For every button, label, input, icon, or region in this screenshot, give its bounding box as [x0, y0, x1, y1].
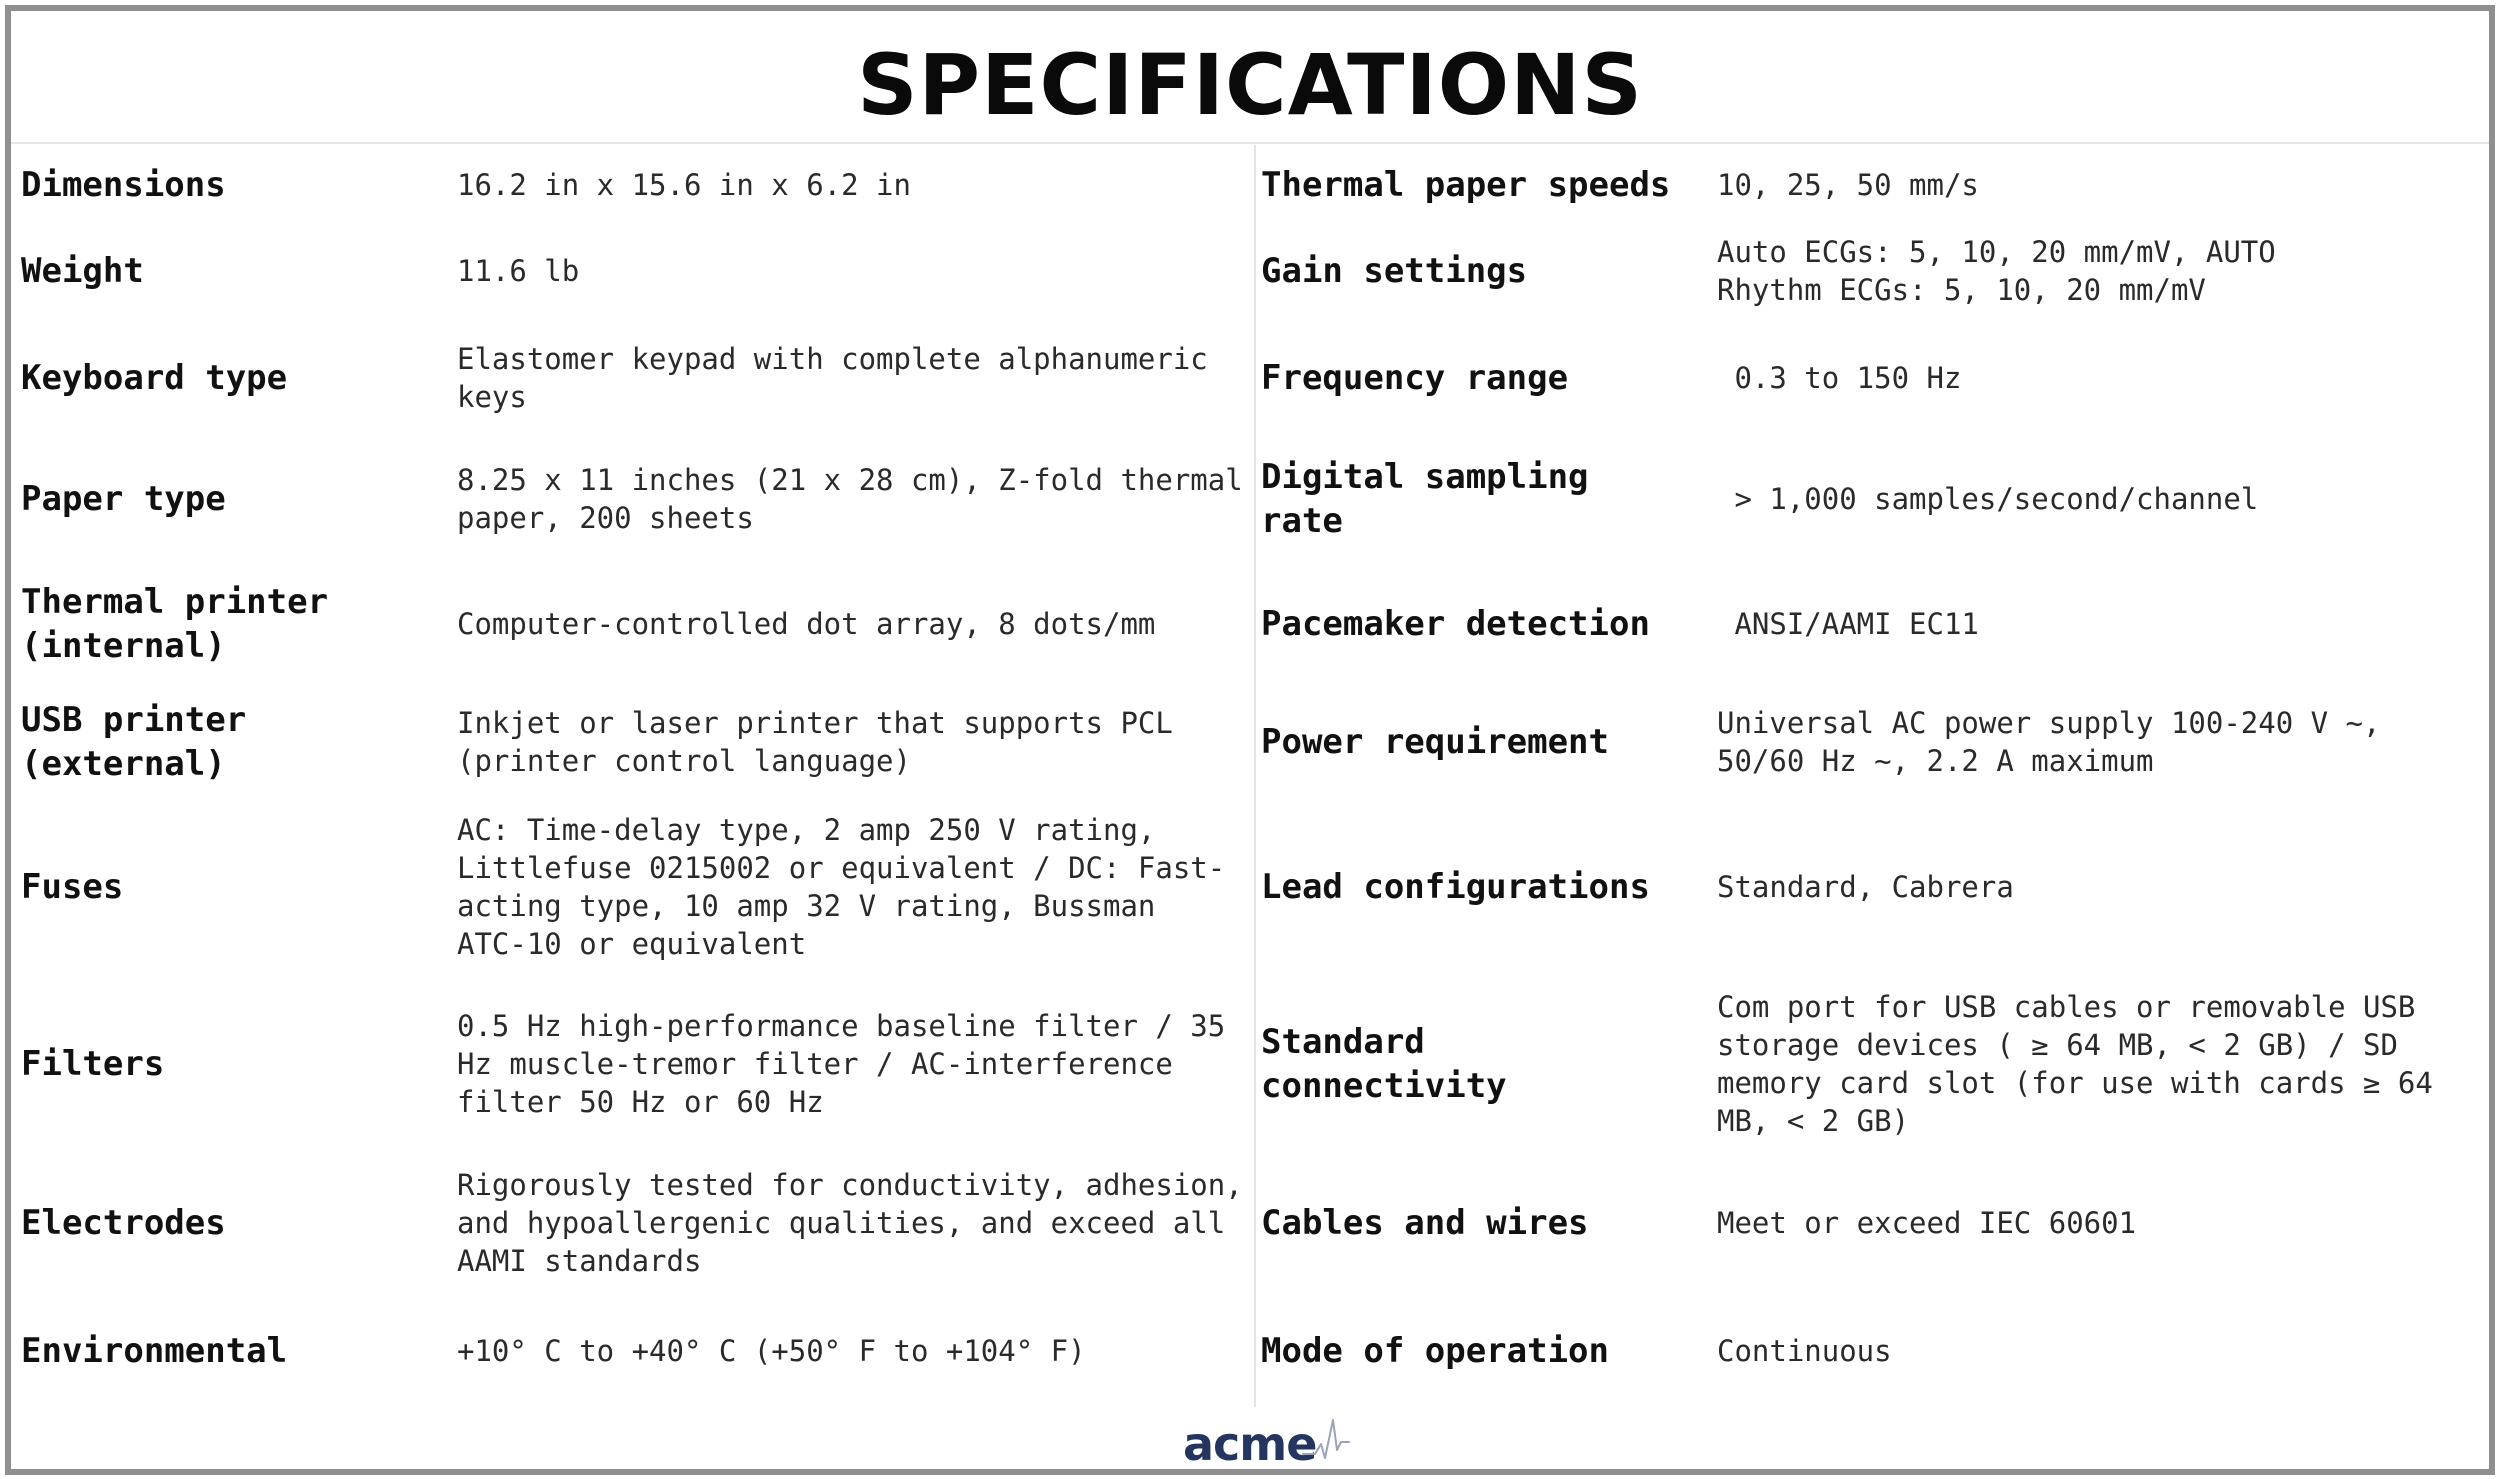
spec-label-lead-configurations: Lead configurations — [1261, 867, 1650, 907]
spec-row — [1261, 689, 2491, 794]
spec-value-frequency-range: 0.3 to 150 Hz — [1717, 361, 1962, 395]
spec-value-cables-and-wires: Meet or exceed IEC 60601 — [1717, 1206, 2137, 1240]
spec-value-filters: 0.5 Hz high-performance baseline filter / 35 Hz muscle-tremor filter / AC-interference filter 50 Hz or 60 Hz — [457, 1009, 1226, 1119]
spec-value-paper-type: 8.25 x 11 inches (21 x 28 cm), Z-fold thermal paper, 200 sheets — [457, 463, 1243, 535]
spec-label-digital-sampling-rate: Digital sampling rate — [1261, 457, 1589, 541]
spec-label-standard-connectivity: Standard connectivity — [1261, 1022, 1507, 1106]
spec-label-weight: Weight — [21, 251, 144, 291]
spec-label-cables-and-wires: Cables and wires — [1261, 1203, 1589, 1243]
spec-row — [1261, 980, 2491, 1148]
logo-wordmark: acme — [1183, 1417, 1317, 1471]
spec-label-pacemaker-detection: Pacemaker detection — [1261, 604, 1650, 644]
spec-row — [21, 439, 1246, 559]
spec-value-weight: 11.6 lb — [457, 254, 580, 288]
spec-label-frequency-range: Frequency range — [1261, 358, 1569, 398]
spec-label-environmental: Environmental — [21, 1330, 288, 1371]
spec-value-standard-connectivity: Com port for USB cables or removable USB storage devices ( ≥ 64 MB, < 2 GB) / SD memory card slot (for use with cards ≥ 64 MB, < 2 GB) — [1717, 990, 2433, 1138]
spec-row — [1261, 1298, 2491, 1403]
spec-label-filters: Filters — [21, 1044, 165, 1084]
spec-value-mode-of-operation: Continuous — [1717, 1333, 1892, 1368]
spec-row — [1261, 225, 2491, 317]
spec-sheet — [5, 5, 2495, 1475]
spec-value-thermal-paper-speeds: 10, 25, 50 mm/s — [1717, 168, 1979, 202]
spec-row — [1261, 145, 2491, 225]
spec-label-gain-settings: Gain settings — [1261, 251, 1528, 291]
spec-row — [21, 689, 1246, 794]
spec-label-power-requirement: Power requirement — [1261, 721, 1609, 762]
spec-value-gain-settings: Auto ECGs: 5, 10, 20 mm/mV, AUTO Rhythm ECGs: 5, 10, 20 mm/mV — [1717, 235, 2276, 307]
spec-value-environmental: +10° C to +40° C (+50° F to +104° F) — [457, 1333, 1086, 1368]
spec-value-keyboard-type: Elastomer keypad with complete alphanumeric keys — [457, 342, 1208, 414]
spec-label-dimensions: Dimensions — [21, 165, 226, 205]
spec-value-lead-configurations: Standard, Cabrera — [1717, 870, 2014, 904]
spec-value-pacemaker-detection: ANSI/AAMI EC11 — [1717, 607, 1979, 641]
spec-column-right — [1261, 145, 2491, 1403]
spec-label-keyboard-type: Keyboard type — [21, 358, 288, 398]
spec-label-mode-of-operation: Mode of operation — [1261, 1330, 1609, 1371]
spec-label-paper-type: Paper type — [21, 479, 226, 519]
spec-row — [1261, 439, 2491, 559]
spec-row — [21, 225, 1246, 317]
spec-row — [21, 794, 1246, 980]
spec-value-dimensions: 16.2 in x 15.6 in x 6.2 in — [457, 168, 911, 202]
spec-row — [21, 1148, 1246, 1298]
column-divider — [1254, 145, 1256, 1407]
spec-row — [1261, 559, 2491, 689]
spec-label-thermal-printer: Thermal printer (internal) — [21, 582, 329, 666]
spec-row — [21, 1298, 1246, 1403]
spec-label-fuses: Fuses — [21, 867, 124, 907]
spec-row — [1261, 1148, 2491, 1298]
spec-row — [1261, 794, 2491, 980]
spec-value-power-requirement: Universal AC power supply 100-240 V ~, 50/60 Hz ~, 2.2 A maximum — [1717, 705, 2381, 778]
spec-value-usb-printer: Inkjet or laser printer that supports PCL (printer control language) — [457, 705, 1173, 778]
title-divider — [11, 142, 2489, 144]
spec-value-digital-sampling-rate: > 1,000 samples/second/channel — [1717, 482, 2259, 516]
spec-value-fuses: AC: Time-delay type, 2 amp 250 V rating, Littlefuse 0215002 or equivalent / DC: Fast- acting type, 10 amp 32 V rating, Bussman ATC-10 or equivalent — [457, 813, 1226, 961]
spec-label-thermal-paper-speeds: Thermal paper speeds — [1261, 165, 1671, 205]
spec-row — [21, 980, 1246, 1148]
page-title: SPECIFICATIONS — [857, 36, 1643, 134]
spec-value-thermal-printer: Computer-controlled dot array, 8 dots/mm — [457, 607, 1156, 641]
spec-column-left — [21, 145, 1246, 1403]
spec-row — [1261, 317, 2491, 439]
spec-value-electrodes: Rigorously tested for conductivity, adhesion, and hypoallergenic qualities, and exceed all AAMI standards — [457, 1168, 1243, 1278]
brand-logo — [1171, 1414, 1361, 1474]
spec-label-electrodes: Electrodes — [21, 1203, 226, 1243]
spec-row — [21, 317, 1246, 439]
ecg-wave-icon — [1301, 1414, 1351, 1464]
spec-row — [21, 559, 1246, 689]
spec-row — [21, 145, 1246, 225]
spec-label-usb-printer: USB printer (external) — [21, 699, 247, 784]
